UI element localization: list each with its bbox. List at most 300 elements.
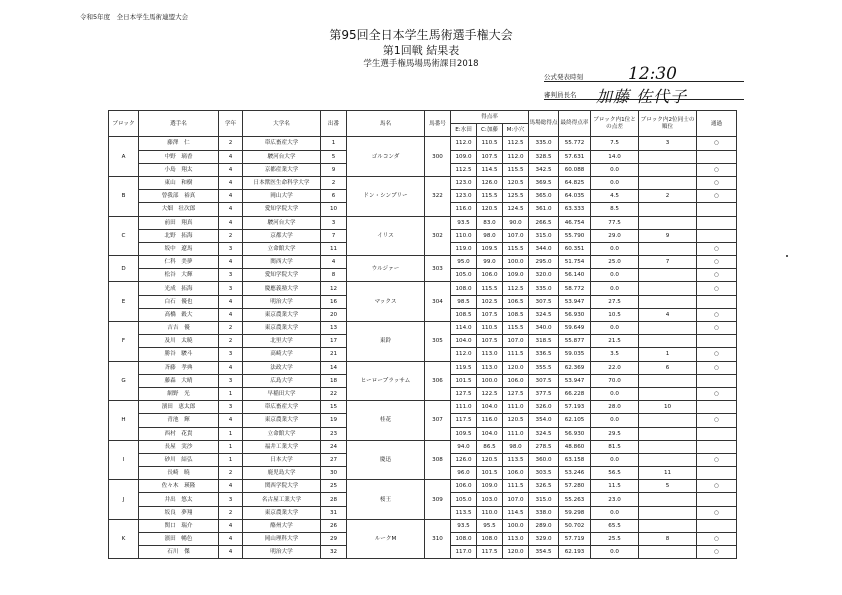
table-row xyxy=(109,216,737,229)
m-cell: 107.0 xyxy=(503,229,529,242)
adv-cell: ○ xyxy=(697,387,737,400)
university-cell: 東京農業大学 xyxy=(243,322,321,335)
rider-cell: 青池 輝 xyxy=(139,414,219,427)
total-cell: 289.0 xyxy=(529,519,559,532)
diff-cell: 0.0 xyxy=(591,163,639,176)
c-cell: 107.5 xyxy=(477,335,503,348)
horse-cell: ドン・シンプリー xyxy=(347,176,425,216)
pct-cell: 59.035 xyxy=(559,348,591,361)
horse-no-cell: 304 xyxy=(425,282,451,322)
horse-no-cell: 305 xyxy=(425,322,451,362)
rider-cell: 高橋 穀大 xyxy=(139,308,219,321)
c-cell: 122.5 xyxy=(477,387,503,400)
e-cell: 110.0 xyxy=(451,229,477,242)
adv-cell: ○ xyxy=(697,480,737,493)
rank-cell: 9 xyxy=(639,229,697,242)
e-cell: 104.0 xyxy=(451,335,477,348)
pct-cell: 53.246 xyxy=(559,467,591,480)
diff-cell: 0.0 xyxy=(591,453,639,466)
rider-cell: 坂良 夢翔 xyxy=(139,506,219,519)
m-cell: 111.0 xyxy=(503,401,529,414)
c-cell: 113.0 xyxy=(477,361,503,374)
rider-cell: 佐々木 瑛隆 xyxy=(139,480,219,493)
pct-cell: 66.228 xyxy=(559,387,591,400)
diff-cell: 65.5 xyxy=(591,519,639,532)
university-cell: 高崎大学 xyxy=(243,348,321,361)
pct-cell: 57.719 xyxy=(559,533,591,546)
rank-cell: 3 xyxy=(639,137,697,150)
horse-no-cell: 300 xyxy=(425,137,451,177)
col-advance: 通過 xyxy=(697,111,737,137)
grade-cell: 1 xyxy=(219,387,243,400)
order-cell: 9 xyxy=(321,163,347,176)
university-cell: 東京農業大学 xyxy=(243,506,321,519)
table-row xyxy=(109,137,737,150)
rank-cell xyxy=(639,176,697,189)
col-judge-m: M:小穴 xyxy=(503,124,529,137)
rider-cell: 光成 拓海 xyxy=(139,282,219,295)
university-cell: 関西大学 xyxy=(243,256,321,269)
adv-cell xyxy=(697,150,737,163)
e-cell: 119.0 xyxy=(451,242,477,255)
order-cell: 16 xyxy=(321,295,347,308)
rider-cell: 勝谷 駿斗 xyxy=(139,348,219,361)
university-cell: 東京農業大学 xyxy=(243,414,321,427)
e-cell: 112.5 xyxy=(451,163,477,176)
pct-cell: 53.947 xyxy=(559,374,591,387)
order-cell: 10 xyxy=(321,203,347,216)
header-row xyxy=(109,111,737,124)
university-cell: 明治大学 xyxy=(243,295,321,308)
m-cell: 120.0 xyxy=(503,546,529,559)
order-cell: 18 xyxy=(321,374,347,387)
order-cell: 30 xyxy=(321,467,347,480)
total-cell: 266.5 xyxy=(529,216,559,229)
grade-cell: 4 xyxy=(219,414,243,427)
order-cell: 22 xyxy=(321,387,347,400)
c-cell: 104.0 xyxy=(477,401,503,414)
diff-cell: 10.5 xyxy=(591,308,639,321)
pct-cell: 55.877 xyxy=(559,335,591,348)
m-cell: 106.0 xyxy=(503,467,529,480)
e-cell: 108.0 xyxy=(451,282,477,295)
horse-no-cell: 308 xyxy=(425,440,451,480)
pct-cell: 59.649 xyxy=(559,322,591,335)
grade-cell: 3 xyxy=(219,348,243,361)
grade-cell: 4 xyxy=(219,163,243,176)
m-cell: 115.5 xyxy=(503,163,529,176)
c-cell: 104.0 xyxy=(477,427,503,440)
total-cell: 295.0 xyxy=(529,256,559,269)
block-cell: A xyxy=(109,137,139,177)
rank-cell xyxy=(639,506,697,519)
order-cell: 1 xyxy=(321,137,347,150)
horse-cell: 東鈴 xyxy=(347,322,425,362)
m-cell: 125.5 xyxy=(503,190,529,203)
e-cell: 108.5 xyxy=(451,308,477,321)
rider-cell: 吉吉 優 xyxy=(139,322,219,335)
table-row xyxy=(109,176,737,189)
diff-cell: 70.0 xyxy=(591,374,639,387)
adv-cell xyxy=(697,374,737,387)
pct-cell: 57.193 xyxy=(559,401,591,414)
c-cell: 114.5 xyxy=(477,163,503,176)
m-cell: 107.0 xyxy=(503,335,529,348)
rank-cell: 6 xyxy=(639,361,697,374)
horse-no-cell: 303 xyxy=(425,256,451,282)
university-cell: 明治大学 xyxy=(243,546,321,559)
order-cell: 23 xyxy=(321,427,347,440)
c-cell: 110.5 xyxy=(477,137,503,150)
order-cell: 31 xyxy=(321,506,347,519)
diff-cell: 11.5 xyxy=(591,480,639,493)
block-cell: H xyxy=(109,401,139,441)
university-cell: 岡山理科大学 xyxy=(243,533,321,546)
total-cell: 344.0 xyxy=(529,242,559,255)
order-cell: 6 xyxy=(321,190,347,203)
university-cell: 北里大学 xyxy=(243,335,321,348)
diff-cell: 0.0 xyxy=(591,269,639,282)
order-cell: 3 xyxy=(321,216,347,229)
total-cell: 336.5 xyxy=(529,348,559,361)
e-cell: 94.0 xyxy=(451,440,477,453)
grade-cell: 4 xyxy=(219,150,243,163)
stray-dot xyxy=(786,255,788,257)
rider-cell: 濱田 恵太郎 xyxy=(139,401,219,414)
block-cell: K xyxy=(109,519,139,559)
university-cell: 帯広畜産大学 xyxy=(243,137,321,150)
adv-cell xyxy=(697,229,737,242)
adv-cell: ○ xyxy=(697,242,737,255)
adv-cell: ○ xyxy=(697,256,737,269)
rank-cell xyxy=(639,440,697,453)
horse-no-cell: 322 xyxy=(425,176,451,216)
c-cell: 116.0 xyxy=(477,414,503,427)
block-cell: J xyxy=(109,480,139,520)
table-row xyxy=(109,361,737,374)
c-cell: 113.0 xyxy=(477,348,503,361)
grade-cell: 4 xyxy=(219,203,243,216)
m-cell: 112.5 xyxy=(503,137,529,150)
e-cell: 112.0 xyxy=(451,348,477,361)
rider-cell: 長崎 暁 xyxy=(139,467,219,480)
pct-cell: 60.088 xyxy=(559,163,591,176)
grade-cell: 1 xyxy=(219,453,243,466)
grade-cell: 3 xyxy=(219,493,243,506)
c-cell: 109.5 xyxy=(477,242,503,255)
adv-cell xyxy=(697,203,737,216)
diff-cell: 7.5 xyxy=(591,137,639,150)
diff-cell: 28.0 xyxy=(591,401,639,414)
c-cell: 86.5 xyxy=(477,440,503,453)
university-cell: 駿河台大学 xyxy=(243,216,321,229)
c-cell: 95.5 xyxy=(477,519,503,532)
col-horse: 馬名 xyxy=(347,111,425,137)
e-cell: 111.0 xyxy=(451,401,477,414)
col-grade: 学年 xyxy=(219,111,243,137)
pct-cell: 57.280 xyxy=(559,480,591,493)
university-cell: 法政大学 xyxy=(243,361,321,374)
table-row xyxy=(109,401,737,414)
horse-cell: ヒーロープラッサム xyxy=(347,361,425,401)
pct-cell: 62.193 xyxy=(559,546,591,559)
adv-cell xyxy=(697,493,737,506)
adv-cell: ○ xyxy=(697,414,737,427)
m-cell: 124.5 xyxy=(503,203,529,216)
total-cell: 324.5 xyxy=(529,308,559,321)
m-cell: 90.0 xyxy=(503,216,529,229)
col-order: 出番 xyxy=(321,111,347,137)
table-row xyxy=(109,256,737,269)
m-cell: 120.0 xyxy=(503,361,529,374)
c-cell: 83.0 xyxy=(477,216,503,229)
col-university: 大学名 xyxy=(243,111,321,137)
rank-cell xyxy=(639,335,697,348)
c-cell: 115.5 xyxy=(477,282,503,295)
rider-cell: 曾我部 裕真 xyxy=(139,190,219,203)
total-cell: 365.0 xyxy=(529,190,559,203)
order-cell: 5 xyxy=(321,150,347,163)
horse-no-cell: 306 xyxy=(425,361,451,401)
pct-cell: 57.631 xyxy=(559,150,591,163)
table-row xyxy=(109,519,737,532)
rank-cell xyxy=(639,493,697,506)
grade-cell: 4 xyxy=(219,546,243,559)
e-cell: 98.5 xyxy=(451,295,477,308)
total-cell: 318.5 xyxy=(529,335,559,348)
pct-cell: 46.754 xyxy=(559,216,591,229)
adv-cell: ○ xyxy=(697,282,737,295)
diff-cell: 0.0 xyxy=(591,322,639,335)
pct-cell: 63.158 xyxy=(559,453,591,466)
university-cell: 岡山大学 xyxy=(243,190,321,203)
c-cell: 100.0 xyxy=(477,374,503,387)
rider-cell: 小島 翔太 xyxy=(139,163,219,176)
e-cell: 106.0 xyxy=(451,480,477,493)
diff-cell: 4.5 xyxy=(591,190,639,203)
university-cell: 愛知学院大学 xyxy=(243,269,321,282)
pct-cell: 55.790 xyxy=(559,229,591,242)
pct-cell: 58.772 xyxy=(559,282,591,295)
rank-cell: 1 xyxy=(639,348,697,361)
pct-cell: 56.930 xyxy=(559,427,591,440)
university-cell: 鹿児島大学 xyxy=(243,467,321,480)
order-cell: 7 xyxy=(321,229,347,242)
rider-cell: 長屋 実沙 xyxy=(139,440,219,453)
c-cell: 110.0 xyxy=(477,506,503,519)
official-time-label: 公式発表時刻 xyxy=(544,73,583,81)
e-cell: 117.0 xyxy=(451,546,477,559)
m-cell: 114.5 xyxy=(503,506,529,519)
e-cell: 112.0 xyxy=(451,137,477,150)
order-cell: 26 xyxy=(321,519,347,532)
rank-cell xyxy=(639,216,697,229)
col-rank-diff: ブロック内1位との点差 xyxy=(591,111,639,137)
total-cell: 307.5 xyxy=(529,374,559,387)
pct-cell: 55.772 xyxy=(559,137,591,150)
grade-cell: 4 xyxy=(219,190,243,203)
e-cell: 127.5 xyxy=(451,387,477,400)
total-cell: 315.0 xyxy=(529,493,559,506)
adv-cell: ○ xyxy=(697,506,737,519)
diff-cell: 29.0 xyxy=(591,229,639,242)
c-cell: 126.0 xyxy=(477,176,503,189)
adv-cell xyxy=(697,467,737,480)
m-cell: 112.5 xyxy=(503,282,529,295)
rank-cell xyxy=(639,150,697,163)
university-cell: 名古屋工業大学 xyxy=(243,493,321,506)
rider-cell: 井出 悠太 xyxy=(139,493,219,506)
adv-cell: ○ xyxy=(697,322,737,335)
m-cell: 120.5 xyxy=(503,176,529,189)
university-cell: 立命館大学 xyxy=(243,427,321,440)
horse-no-cell: 302 xyxy=(425,216,451,256)
rank-cell: 10 xyxy=(639,401,697,414)
rank-cell: 4 xyxy=(639,308,697,321)
c-cell: 106.0 xyxy=(477,269,503,282)
e-cell: 114.0 xyxy=(451,322,477,335)
rank-cell xyxy=(639,414,697,427)
total-cell: 328.5 xyxy=(529,150,559,163)
grade-cell: 2 xyxy=(219,229,243,242)
pct-cell: 60.351 xyxy=(559,242,591,255)
diff-cell: 23.0 xyxy=(591,493,639,506)
c-cell: 101.5 xyxy=(477,467,503,480)
e-cell: 123.0 xyxy=(451,176,477,189)
order-cell: 4 xyxy=(321,256,347,269)
pct-cell: 51.754 xyxy=(559,256,591,269)
m-cell: 115.5 xyxy=(503,242,529,255)
university-cell: 関西学院大学 xyxy=(243,480,321,493)
order-cell: 17 xyxy=(321,335,347,348)
rider-cell: 藤澤 仁 xyxy=(139,137,219,150)
col-block: ブロック xyxy=(109,111,139,137)
c-cell: 103.0 xyxy=(477,493,503,506)
diff-cell: 0.0 xyxy=(591,414,639,427)
order-cell: 29 xyxy=(321,533,347,546)
university-cell: 東京農業大学 xyxy=(243,308,321,321)
rank-cell xyxy=(639,269,697,282)
pct-cell: 50.702 xyxy=(559,519,591,532)
grade-cell: 4 xyxy=(219,308,243,321)
diff-cell: 8.5 xyxy=(591,203,639,216)
order-cell: 24 xyxy=(321,440,347,453)
horse-cell: イリス xyxy=(347,216,425,256)
block-cell: I xyxy=(109,440,139,480)
e-cell: 117.5 xyxy=(451,414,477,427)
adv-cell xyxy=(697,440,737,453)
rider-cell: 砂川 結弘 xyxy=(139,453,219,466)
total-cell: 360.0 xyxy=(529,453,559,466)
grade-cell: 2 xyxy=(219,506,243,519)
adv-cell xyxy=(697,519,737,532)
block-cell: F xyxy=(109,322,139,362)
results-table xyxy=(108,110,737,559)
rank-cell xyxy=(639,163,697,176)
horse-cell: 慶迅 xyxy=(347,440,425,480)
diff-cell: 25.5 xyxy=(591,533,639,546)
university-cell: 日本獣医生命科学大学 xyxy=(243,176,321,189)
adv-cell: ○ xyxy=(697,546,737,559)
university-cell: 京都産業大学 xyxy=(243,163,321,176)
pct-cell: 59.298 xyxy=(559,506,591,519)
grade-cell: 3 xyxy=(219,282,243,295)
m-cell: 113.0 xyxy=(503,533,529,546)
grade-cell: 3 xyxy=(219,242,243,255)
total-cell: 355.5 xyxy=(529,361,559,374)
c-cell: 120.5 xyxy=(477,453,503,466)
adv-cell: ○ xyxy=(697,453,737,466)
total-cell: 342.5 xyxy=(529,163,559,176)
c-cell: 109.0 xyxy=(477,480,503,493)
diff-cell: 0.0 xyxy=(591,387,639,400)
e-cell: 93.5 xyxy=(451,216,477,229)
university-cell: 日本大学 xyxy=(243,453,321,466)
c-cell: 117.5 xyxy=(477,546,503,559)
results-body xyxy=(109,137,737,559)
m-cell: 100.0 xyxy=(503,519,529,532)
university-cell: 慶應義塾大学 xyxy=(243,282,321,295)
adv-cell xyxy=(697,216,737,229)
total-cell: 278.5 xyxy=(529,440,559,453)
total-cell: 326.5 xyxy=(529,480,559,493)
grade-cell: 4 xyxy=(219,256,243,269)
diff-cell: 0.0 xyxy=(591,282,639,295)
rider-cell: 北野 拓海 xyxy=(139,229,219,242)
diff-cell: 14.0 xyxy=(591,150,639,163)
order-cell: 21 xyxy=(321,348,347,361)
total-cell: 324.5 xyxy=(529,427,559,440)
organizer-note: 令和5年度 全日本学生馬術連盟大会 xyxy=(80,13,189,21)
round-title: 第1回戦 結果表 xyxy=(382,44,460,57)
e-cell: 101.5 xyxy=(451,374,477,387)
total-cell: 320.0 xyxy=(529,269,559,282)
diff-cell: 0.0 xyxy=(591,506,639,519)
rank-cell: 2 xyxy=(639,190,697,203)
block-cell: C xyxy=(109,216,139,256)
rank-cell xyxy=(639,546,697,559)
e-cell: 116.0 xyxy=(451,203,477,216)
adv-cell: ○ xyxy=(697,137,737,150)
horse-cell: 桜王 xyxy=(347,480,425,520)
order-cell: 25 xyxy=(321,480,347,493)
total-cell: 369.5 xyxy=(529,176,559,189)
order-cell: 2 xyxy=(321,176,347,189)
m-cell: 120.5 xyxy=(503,414,529,427)
adv-cell: ○ xyxy=(697,176,737,189)
rank-cell: 7 xyxy=(639,256,697,269)
diff-cell: 22.0 xyxy=(591,361,639,374)
grade-cell: 3 xyxy=(219,401,243,414)
university-cell: 福井工業大学 xyxy=(243,440,321,453)
total-cell: 377.5 xyxy=(529,387,559,400)
c-cell: 107.5 xyxy=(477,308,503,321)
grade-cell: 4 xyxy=(219,480,243,493)
total-cell: 329.0 xyxy=(529,533,559,546)
table-row xyxy=(109,480,737,493)
pct-cell: 62.369 xyxy=(559,361,591,374)
m-cell: 106.5 xyxy=(503,295,529,308)
rider-cell: 濱田 暢色 xyxy=(139,533,219,546)
horse-cell: ルークM xyxy=(347,519,425,559)
adv-cell xyxy=(697,427,737,440)
university-cell: 立命館大学 xyxy=(243,242,321,255)
grade-cell: 4 xyxy=(219,361,243,374)
rider-cell: 及川 太暁 xyxy=(139,335,219,348)
rank-cell xyxy=(639,374,697,387)
university-cell: 広島大学 xyxy=(243,374,321,387)
rank-cell xyxy=(639,387,697,400)
